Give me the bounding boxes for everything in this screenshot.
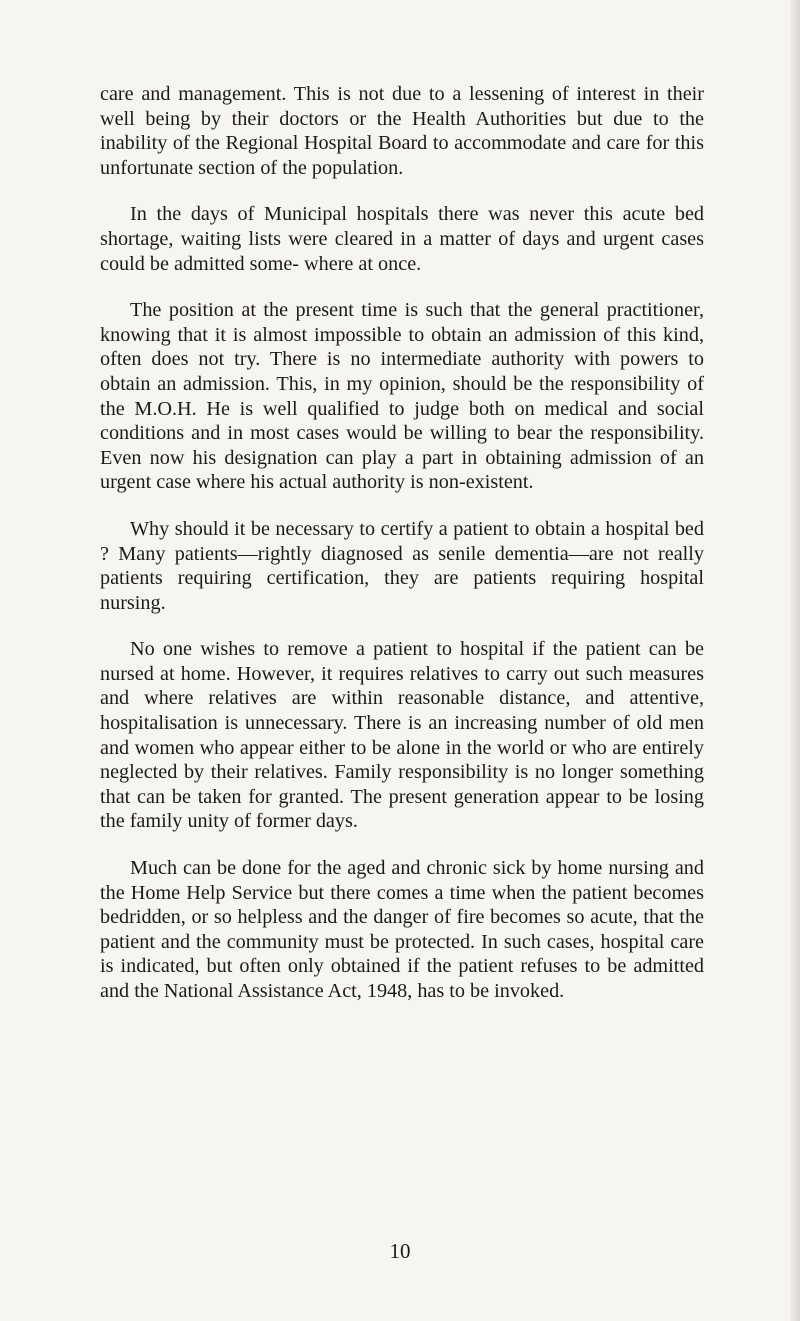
paragraph-certification: Why should it be necessary to certify a patient to obtain a hospital bed ? Many patients—rightly diagnosed as senile dementia—are not really patients requiring certification, they are patients requiring hospital nursing. [100, 517, 704, 614]
page-number: 10 [389, 1239, 411, 1263]
paragraph-home-nursing-relatives: No one wishes to remove a patient to hospital if the patient can be nursed at home. However, it requires relatives to carry out such measures and where relatives are within reasonable distance, and attentive, hospitalisation is unnecessary. There is an increasing number of old men and women who appear either to be alone in the world or who are entirely neglected by their relatives. Family responsibility is no longer something that can be taken for granted. The present generation appear to be losing the family unity of former days. [100, 638, 704, 833]
body-text [100, 82, 704, 1026]
paragraph-municipal-hospitals: In the days of Municipal hospitals there was never this acute bed shortage, waiting lists were cleared in a matter of days and urgent cases could be admitted some- where at once. [100, 203, 704, 275]
paragraph-present-position: The position at the present time is such that the general practitioner, knowing that it is almost impossible to obtain an admission of this kind, often does not try. There is no intermediate authority with powers to obtain an admission. This, in my opinion, should be the responsibility of the M.O.H. He is well qualified to judge both on medical and social conditions and in most cases would be willing to bear the responsibility. Even now his designation can play a part in obtaining admission of an urgent case where his actual authority is non-existent. [100, 299, 704, 494]
paragraph-aged-chronic-sick: Much can be done for the aged and chronic sick by home nursing and the Home Help Service but there comes a time when the patient becomes bedridden, or so helpless and the danger of fire becomes so acute, that the patient and the community must be protected. In such cases, hospital care is indicated, but often only obtained if the patient refuses to be admitted and the National Assistance Act, 1948, has to be invoked. [100, 857, 704, 1002]
page-edge-shadow [790, 0, 800, 1321]
paragraph-continuation: care and management. This is not due to a lessening of interest in their well being by their doctors or the Health Authorities but due to the inability of the Regional Hospital Board to accommodate and care for this unfortunate section of the population. [100, 83, 704, 179]
